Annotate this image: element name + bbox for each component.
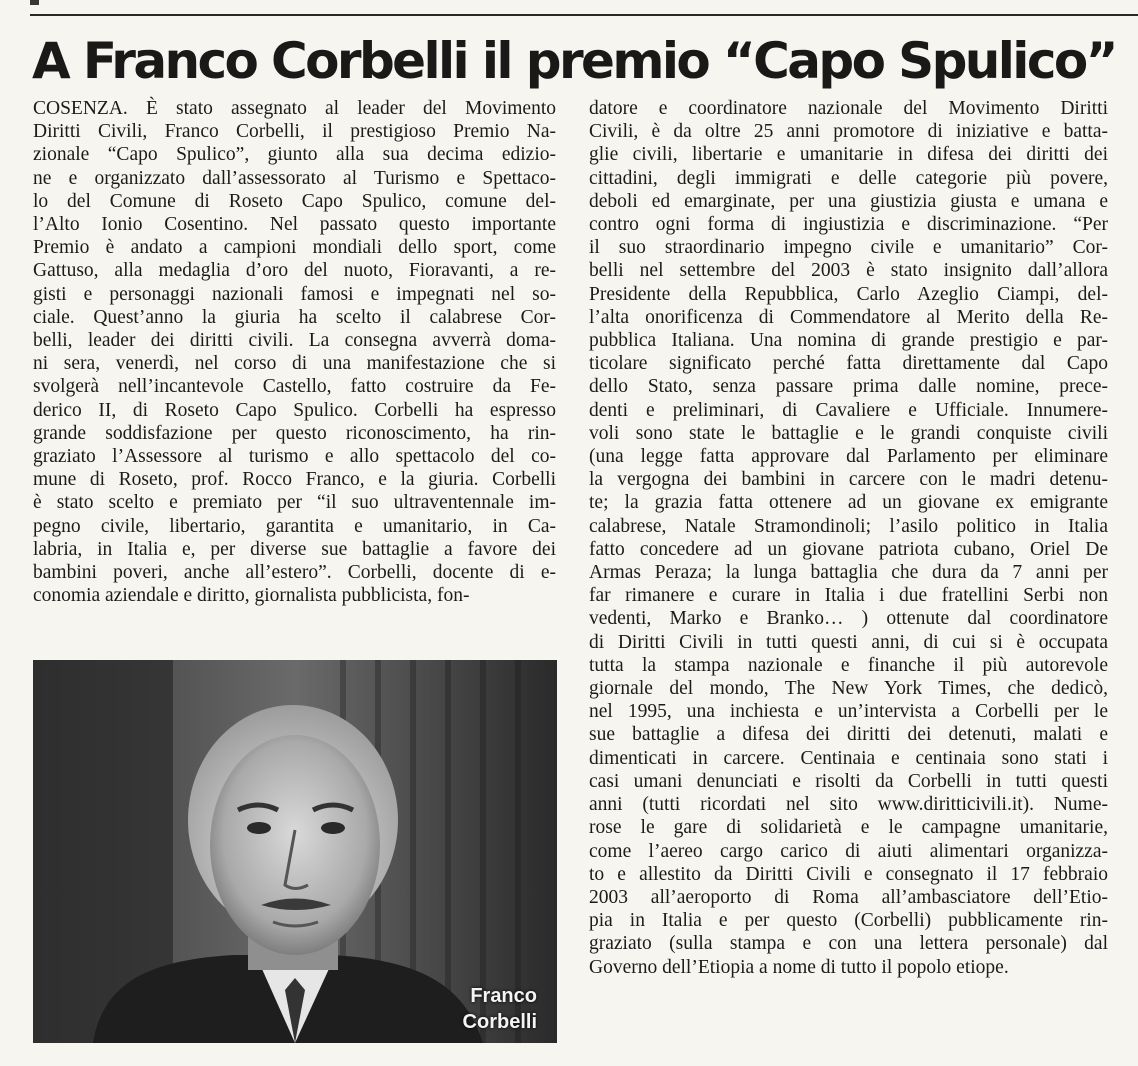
article-column-right — [589, 97, 1108, 979]
text-line: pia in Italia e per questo (Corbelli) pubblicamente rin- — [589, 910, 1108, 932]
text-line: COSENZA. È stato assegnato al leader del Movimento — [33, 98, 556, 119]
text-line: lo del Comune di Roseto Capo Spulico, comune del- — [33, 190, 556, 212]
text-line: (una legge fatta approvare dal Parlamento per eliminare — [589, 446, 1108, 468]
text-line: te; la grazia fatta ottenere ad un giovane ex emigrante — [589, 492, 1108, 514]
text-line: anni (tutti ricordati nel sito www.diritticivili.it). Nume- — [589, 794, 1108, 816]
text-line: mune di Roseto, prof. Rocco Franco, e la giuria. Corbelli — [33, 469, 556, 491]
caption-line-last-name: Corbelli — [462, 1011, 537, 1033]
text-line: Governo dell’Etiopia a nome di tutto il popolo etiope. — [589, 956, 1009, 978]
text-line: Diritti Civili, Franco Corbelli, il prestigioso Premio Na- — [33, 121, 556, 143]
article-headline: A Franco Corbelli il premio “Capo Spulico” — [32, 32, 1116, 90]
text-line: tutta la stampa nazionale e finanche il più autorevole — [589, 654, 1108, 676]
text-line: il suo straordinario impegno civile e umanitario” Cor- — [589, 237, 1108, 259]
text-line: giornale del mondo, The New York Times, che dedicò, — [589, 678, 1108, 700]
text-line: cittadini, degli immigrati e delle categorie più povere, — [589, 167, 1108, 189]
text-line: svolgerà nell’incantevole Castello, fatto costruire da Fe- — [33, 376, 556, 398]
text-line: grande soddisfazione per questo riconoscimento, ha rin- — [33, 422, 556, 444]
text-line: labria, in Italia e, per diverse sue battaglie a favore dei — [33, 538, 556, 560]
text-line: graziato (sulla stampa e con una lettera personale) dal — [589, 933, 1108, 955]
text-line: vedenti, Marko e Branko… ) ottenute dal coordinatore — [589, 608, 1108, 630]
text-line: la vergogna dei bambini in carcere con le madri detenu- — [589, 469, 1108, 491]
text-line: l’alta onorificenza di Commendatore al Merito della Re- — [589, 306, 1108, 328]
text-line: graziato l’Assessore al turismo e allo spettacolo del co- — [33, 446, 556, 468]
text-line: far rimanere e curare in Italia i due fratellini Serbi non — [589, 585, 1108, 607]
text-line: datore e coordinatore nazionale del Movimento Diritti — [589, 98, 1108, 119]
text-line: 2003 all’aeroporto di Roma all’ambasciatore dell’Etio- — [589, 886, 1108, 908]
caption-line-first-name: Franco — [470, 985, 537, 1007]
text-line: to e allestito da Diritti Civili e consegnato il 17 febbraio — [589, 863, 1108, 885]
text-line: pubblica Italiana. Una nomina di grande prestigio e par- — [589, 330, 1108, 352]
text-line: Armas Peraza; la lunga battaglia che dura da 7 anni per — [589, 562, 1108, 584]
text-line: Presidente della Repubblica, Carlo Azeglio Ciampi, del- — [589, 283, 1108, 305]
text-line: calabrese, Natale Stramondinoli; l’asilo politico in Italia — [589, 515, 1108, 537]
text-line: sue battaglie a difesa dei diritti dei detenuti, malati e — [589, 724, 1108, 746]
text-line: denti e preliminari, di Cavaliere e Ufficiale. Innumere- — [589, 399, 1108, 421]
text-line: gisti e personaggi nazionali famosi e impegnati nel so- — [33, 283, 556, 305]
article-column-left — [33, 97, 556, 607]
photo-caption — [463, 983, 537, 1035]
text-line: l’Alto Ionio Cosentino. Nel passato questo importante — [33, 214, 556, 236]
text-line: glie civili, libertarie e umanitarie in difesa dei diritti dei — [589, 144, 1108, 166]
text-line: pegno civile, libertario, garantita e umanitario, in Ca- — [33, 515, 556, 537]
text-line: derico II, di Roseto Capo Spulico. Corbelli ha espresso — [33, 399, 556, 421]
text-line: bambini poveri, anche all’estero”. Corbelli, docente di e- — [33, 562, 556, 584]
text-line: ticolare significato perché fatta direttamente dal Capo — [589, 353, 1108, 375]
text-line: dimenticati in carcere. Centinaia e centinaia sono stati i — [589, 747, 1108, 769]
portrait-photo — [33, 660, 557, 1043]
text-line: come l’aereo cargo carico di aiuti alimentari organizza- — [589, 840, 1108, 862]
text-line: ne e organizzato dall’assessorato al Turismo e Spettaco- — [33, 167, 556, 189]
text-line: nel 1995, una inchiesta e un’intervista a Corbelli per le — [589, 701, 1108, 723]
text-line: ciale. Quest’anno la giuria ha scelto il calabrese Cor- — [33, 306, 556, 328]
text-line: fatto concedere ad un giovane patriota cubano, Oriel De — [589, 538, 1108, 560]
text-line: di Diritti Civili in tutti questi anni, di cui si è occupata — [589, 631, 1108, 653]
text-line: Civili, è da oltre 25 anni promotore di iniziative e batta- — [589, 121, 1108, 143]
text-line: belli, leader dei diritti civili. La consegna avverrà doma- — [33, 330, 556, 352]
top-rule — [30, 14, 1138, 16]
text-line: casi umani denunciati e risolti da Corbelli in tutti questi — [589, 770, 1108, 792]
text-line: Gattuso, alla medaglia d’oro del nuoto, Fioravanti, a re- — [33, 260, 556, 282]
text-line: conomia aziendale e diritto, giornalista pubblicista, fon- — [33, 585, 470, 607]
text-line: voli sono state le battaglie e le grandi conquiste civili — [589, 422, 1108, 444]
text-line: dello Stato, senza passare prima dalle nomine, prece- — [589, 376, 1108, 398]
top-corner-mark — [30, 0, 39, 5]
text-line: è stato scelto e premiato per “il suo ultraventennale im- — [33, 492, 556, 514]
text-line: Premio è andato a campioni mondiali dello sport, come — [33, 237, 556, 259]
text-line: zionale “Capo Spulico”, giunto alla sua decima edizio- — [33, 144, 556, 166]
text-line: ni sera, venerdì, nel corso di una manifestazione che si — [33, 353, 556, 375]
text-line: belli nel settembre del 2003 è stato insignito dall’allora — [589, 260, 1108, 282]
text-line: contro ogni forma di ingiustizia e discriminazione. “Per — [589, 214, 1108, 236]
text-line: rose le gare di solidarietà e le campagne umanitarie, — [589, 817, 1108, 839]
text-line: deboli ed emarginate, per una giustizia giusta e umana e — [589, 190, 1108, 212]
